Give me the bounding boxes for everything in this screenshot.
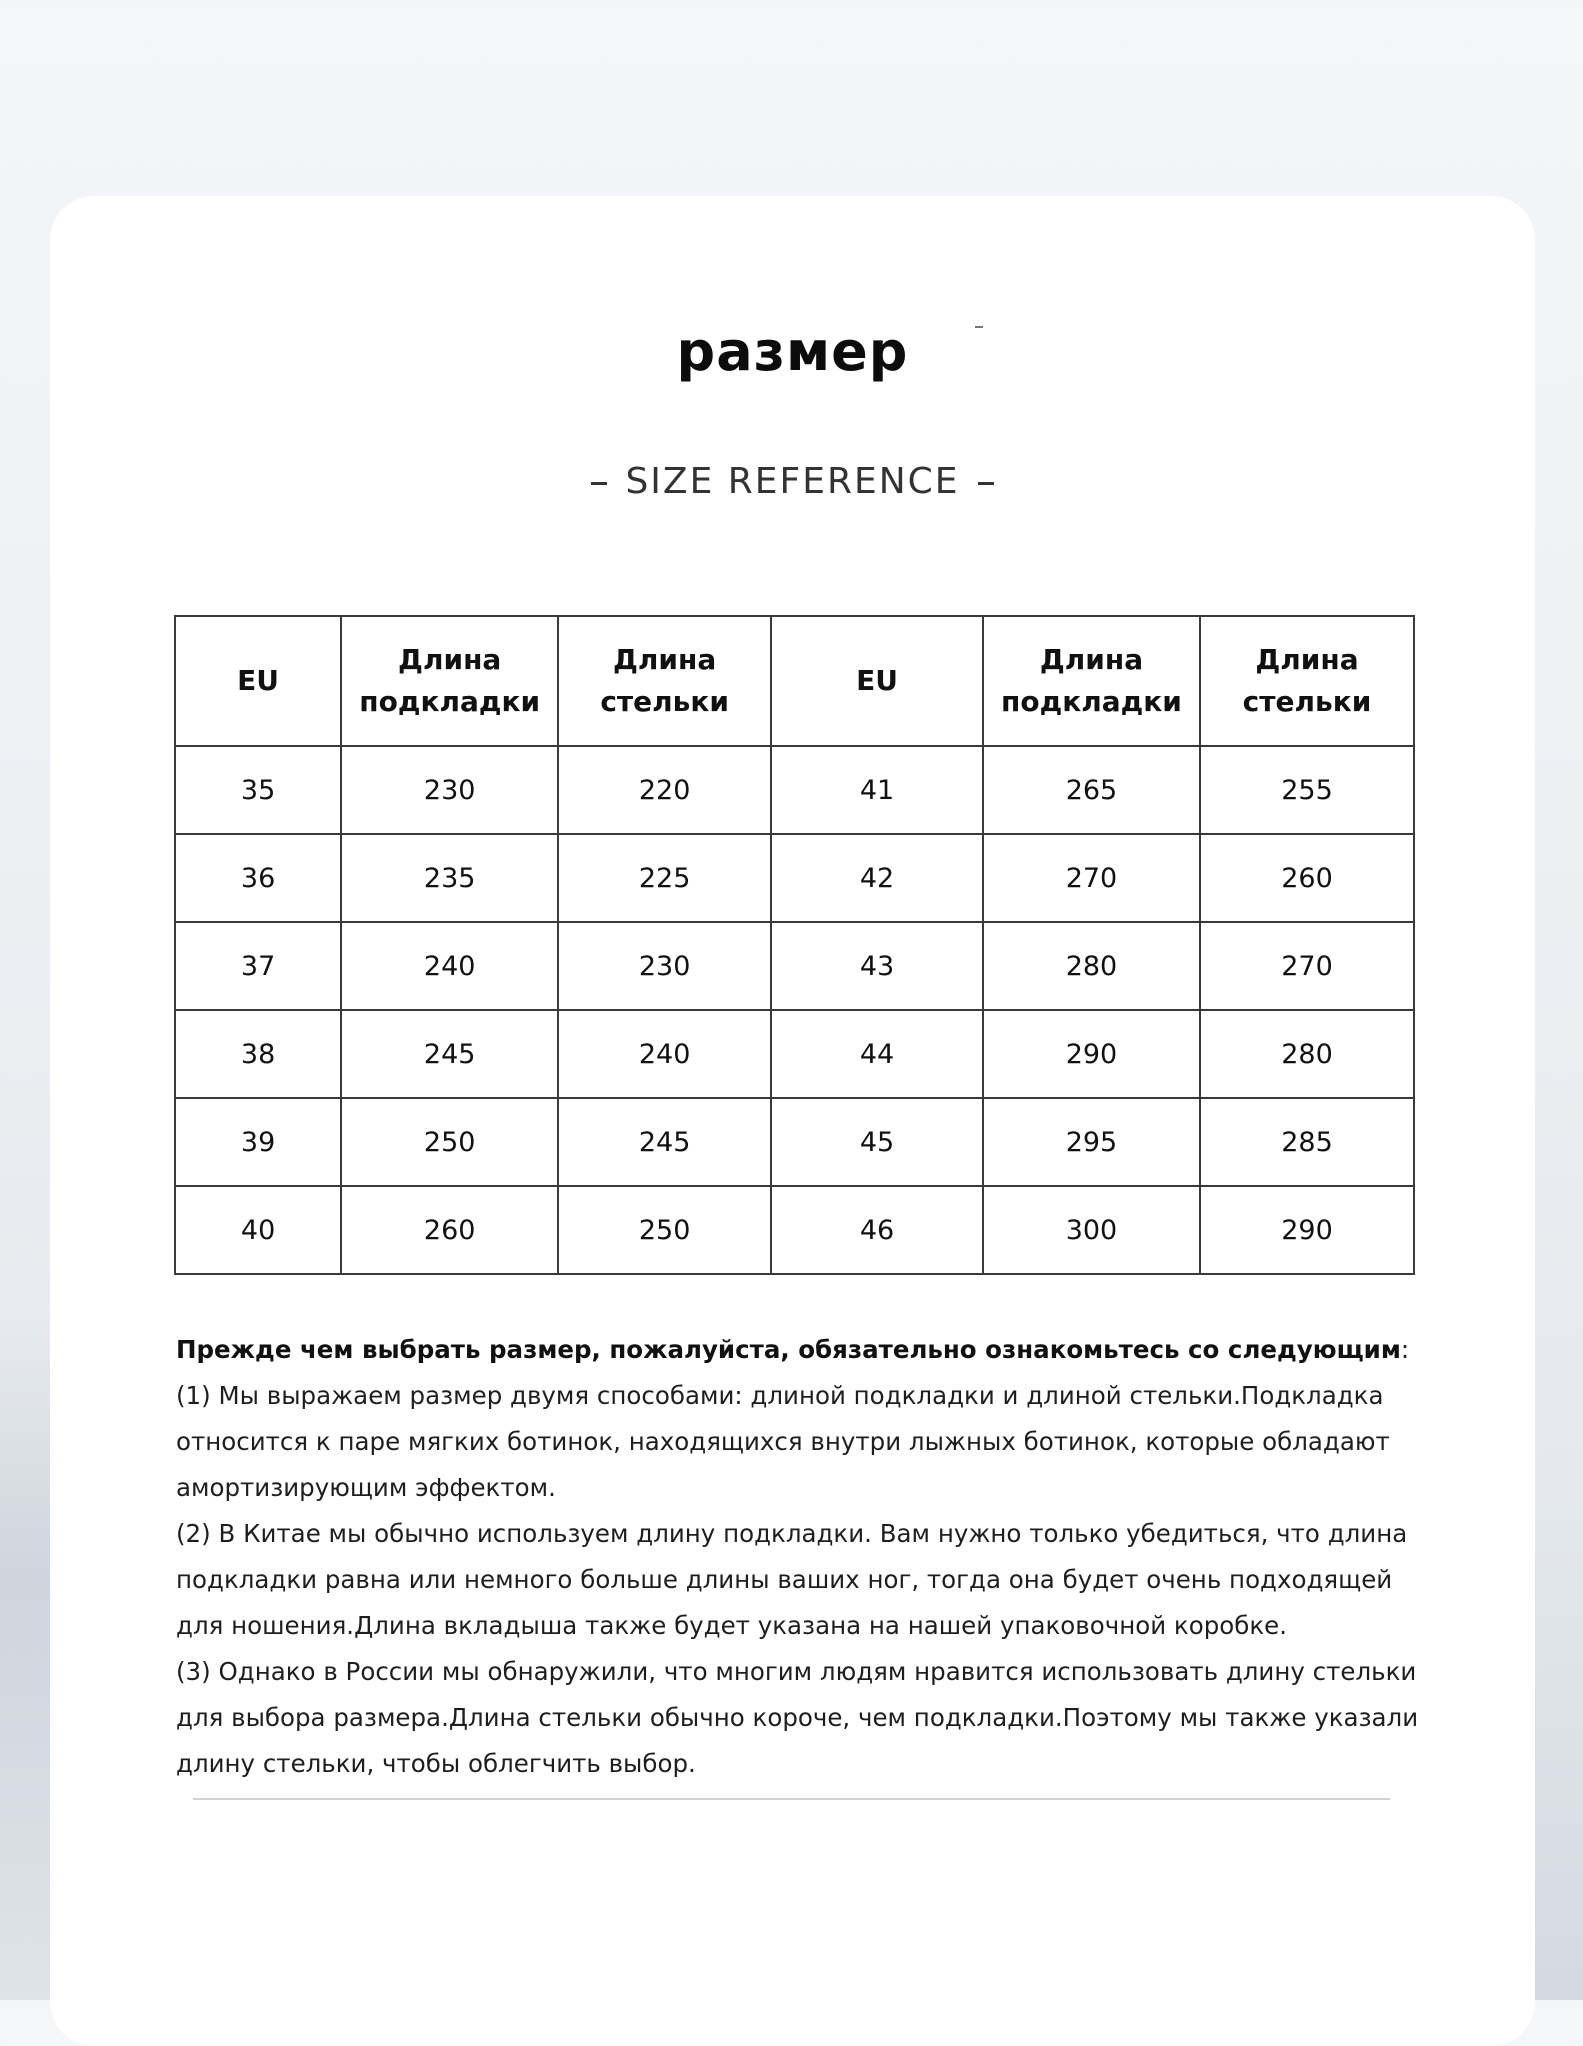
subtitle-text: SIZE REFERENCE [625, 461, 960, 502]
table-cell: 295 [983, 1098, 1200, 1186]
size-chart-card [50, 196, 1535, 2046]
table-cell: 280 [1200, 1010, 1414, 1098]
table-cell: 280 [983, 922, 1200, 1010]
table-cell: 250 [341, 1098, 558, 1186]
table-cell: 40 [175, 1186, 341, 1274]
table-cell: 220 [558, 746, 771, 834]
table-cell: 285 [1200, 1098, 1414, 1186]
table-cell: 39 [175, 1098, 341, 1186]
bottom-divider [193, 1798, 1390, 1800]
size-notes [176, 1327, 1421, 1787]
table-cell: 37 [175, 922, 341, 1010]
page-title: размер [676, 320, 909, 383]
table-cell: 235 [341, 834, 558, 922]
table-row [175, 922, 1414, 1010]
table-cell: 290 [1200, 1186, 1414, 1274]
table-row [175, 834, 1414, 922]
table-cell: 270 [1200, 922, 1414, 1010]
table-cell: 41 [771, 746, 983, 834]
notes-lead-colon: : [1400, 1335, 1410, 1364]
table-cell: 260 [341, 1186, 558, 1274]
table-cell: 300 [983, 1186, 1200, 1274]
decorative-mark [975, 326, 983, 328]
table-cell: 35 [175, 746, 341, 834]
header-insole-length: Длина стельки [1200, 616, 1414, 746]
table-row [175, 1098, 1414, 1186]
table-cell: 265 [983, 746, 1200, 834]
header-liner-length: Длина подкладки [983, 616, 1200, 746]
table-cell: 255 [1200, 746, 1414, 834]
header-liner-length: Длина подкладки [341, 616, 558, 746]
note-item-2: (2) В Китае мы обычно используем длину подкладки. Вам нужно только убедиться, что длина подкладки равна или немного больше длины ваших ног, тогда она будет очень подходящей для ношения.Длина вкладыша также будет указана на нашей упаковочной коробке. [176, 1519, 1408, 1640]
header-eu: EU [771, 616, 983, 746]
table-cell: 38 [175, 1010, 341, 1098]
table-cell: 42 [771, 834, 983, 922]
table-row [175, 746, 1414, 834]
table-cell: 250 [558, 1186, 771, 1274]
table-cell: 46 [771, 1186, 983, 1274]
table-cell: 43 [771, 922, 983, 1010]
table-cell: 290 [983, 1010, 1200, 1098]
table-cell: 36 [175, 834, 341, 922]
table-cell: 270 [983, 834, 1200, 922]
note-item-3: (3) Однако в России мы обнаружили, что многим людям нравится использовать длину стельки для выбора размера.Длина стельки обычно короче, чем подкладки.Поэтому мы также указали длину стельки, чтобы облегчить выбор. [176, 1657, 1419, 1778]
table-row [175, 1010, 1414, 1098]
table-cell: 45 [771, 1098, 983, 1186]
notes-lead-text: Прежде чем выбрать размер, пожалуйста, обязательно ознакомьтесь со следующим [176, 1335, 1401, 1364]
table-cell: 240 [341, 922, 558, 1010]
table-header-row [175, 616, 1414, 746]
table-cell: 225 [558, 834, 771, 922]
note-item-1: (1) Мы выражаем размер двумя способами: длиной подкладки и длиной стельки.Подкладка относится к паре мягких ботинок, находящихся внутри лыжных ботинок, которые обладают амортизирующим эффектом. [176, 1381, 1390, 1502]
table-row [175, 1186, 1414, 1274]
left-dash [591, 482, 607, 485]
header-insole-length: Длина стельки [558, 616, 771, 746]
subtitle [50, 461, 1535, 502]
table-cell: 230 [341, 746, 558, 834]
table-cell: 245 [558, 1098, 771, 1186]
background-decoration-right [1533, 1500, 1583, 2000]
size-table [174, 615, 1415, 1275]
table-cell: 230 [558, 922, 771, 1010]
notes-lead [176, 1327, 1421, 1373]
table-cell: 260 [1200, 834, 1414, 922]
table-cell: 44 [771, 1010, 983, 1098]
table-cell: 245 [341, 1010, 558, 1098]
right-dash [978, 482, 994, 485]
header-eu: EU [175, 616, 341, 746]
table-cell: 240 [558, 1010, 771, 1098]
